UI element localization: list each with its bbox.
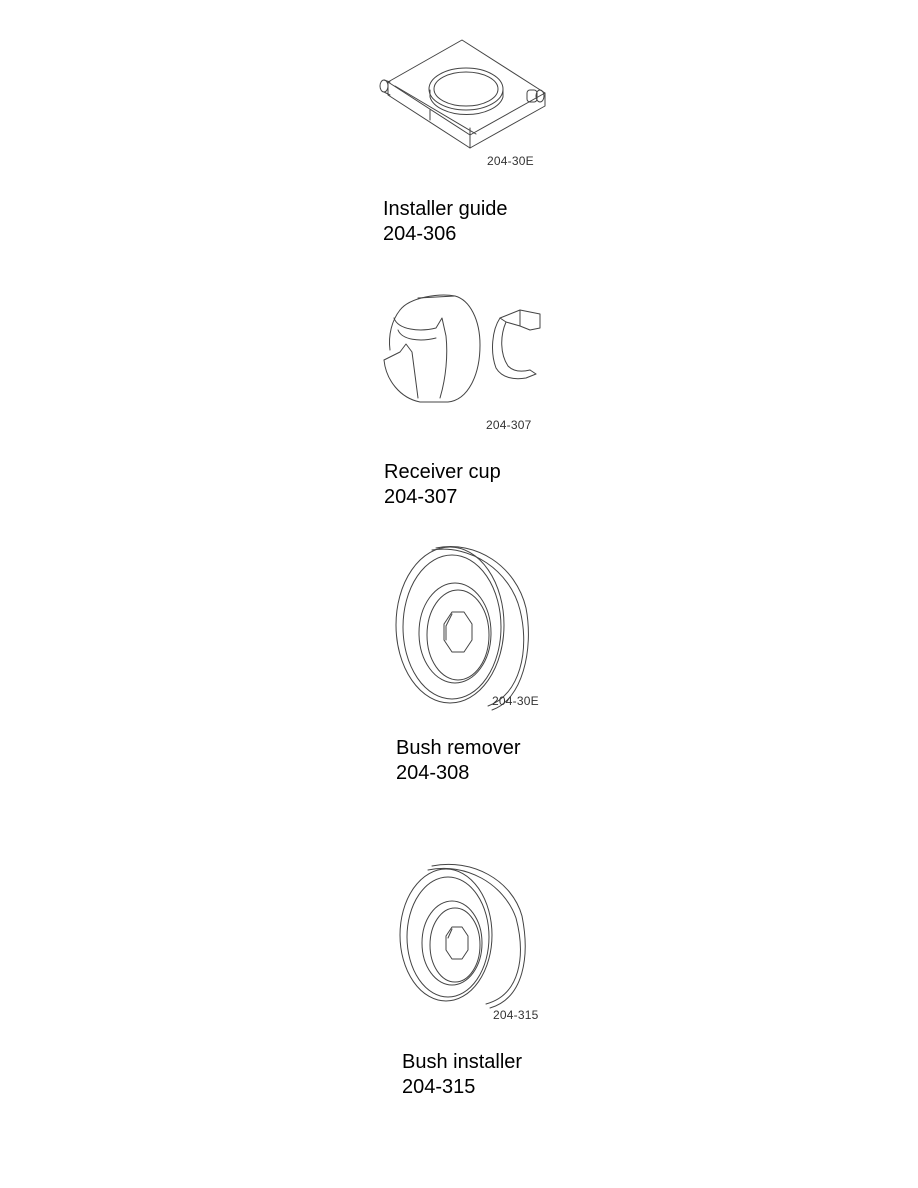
tool-number: 204-307 <box>384 486 458 508</box>
tool-number: 204-306 <box>383 223 457 245</box>
tool-name: Bush remover <box>396 737 521 759</box>
tool-caption <box>402 1050 522 1100</box>
figure-label: 204-30E <box>487 154 534 168</box>
tool-name: Receiver cup <box>384 461 501 483</box>
tool-name: Bush installer <box>402 1051 523 1073</box>
figure-label: 204-307 <box>486 418 532 432</box>
tool-number: 204-315 <box>402 1076 476 1098</box>
figure-label: 204-30E <box>492 694 539 708</box>
tool-number: 204-308 <box>396 762 470 784</box>
figure-label: 204-315 <box>493 1008 539 1022</box>
tool-name: Installer guide <box>383 198 508 220</box>
